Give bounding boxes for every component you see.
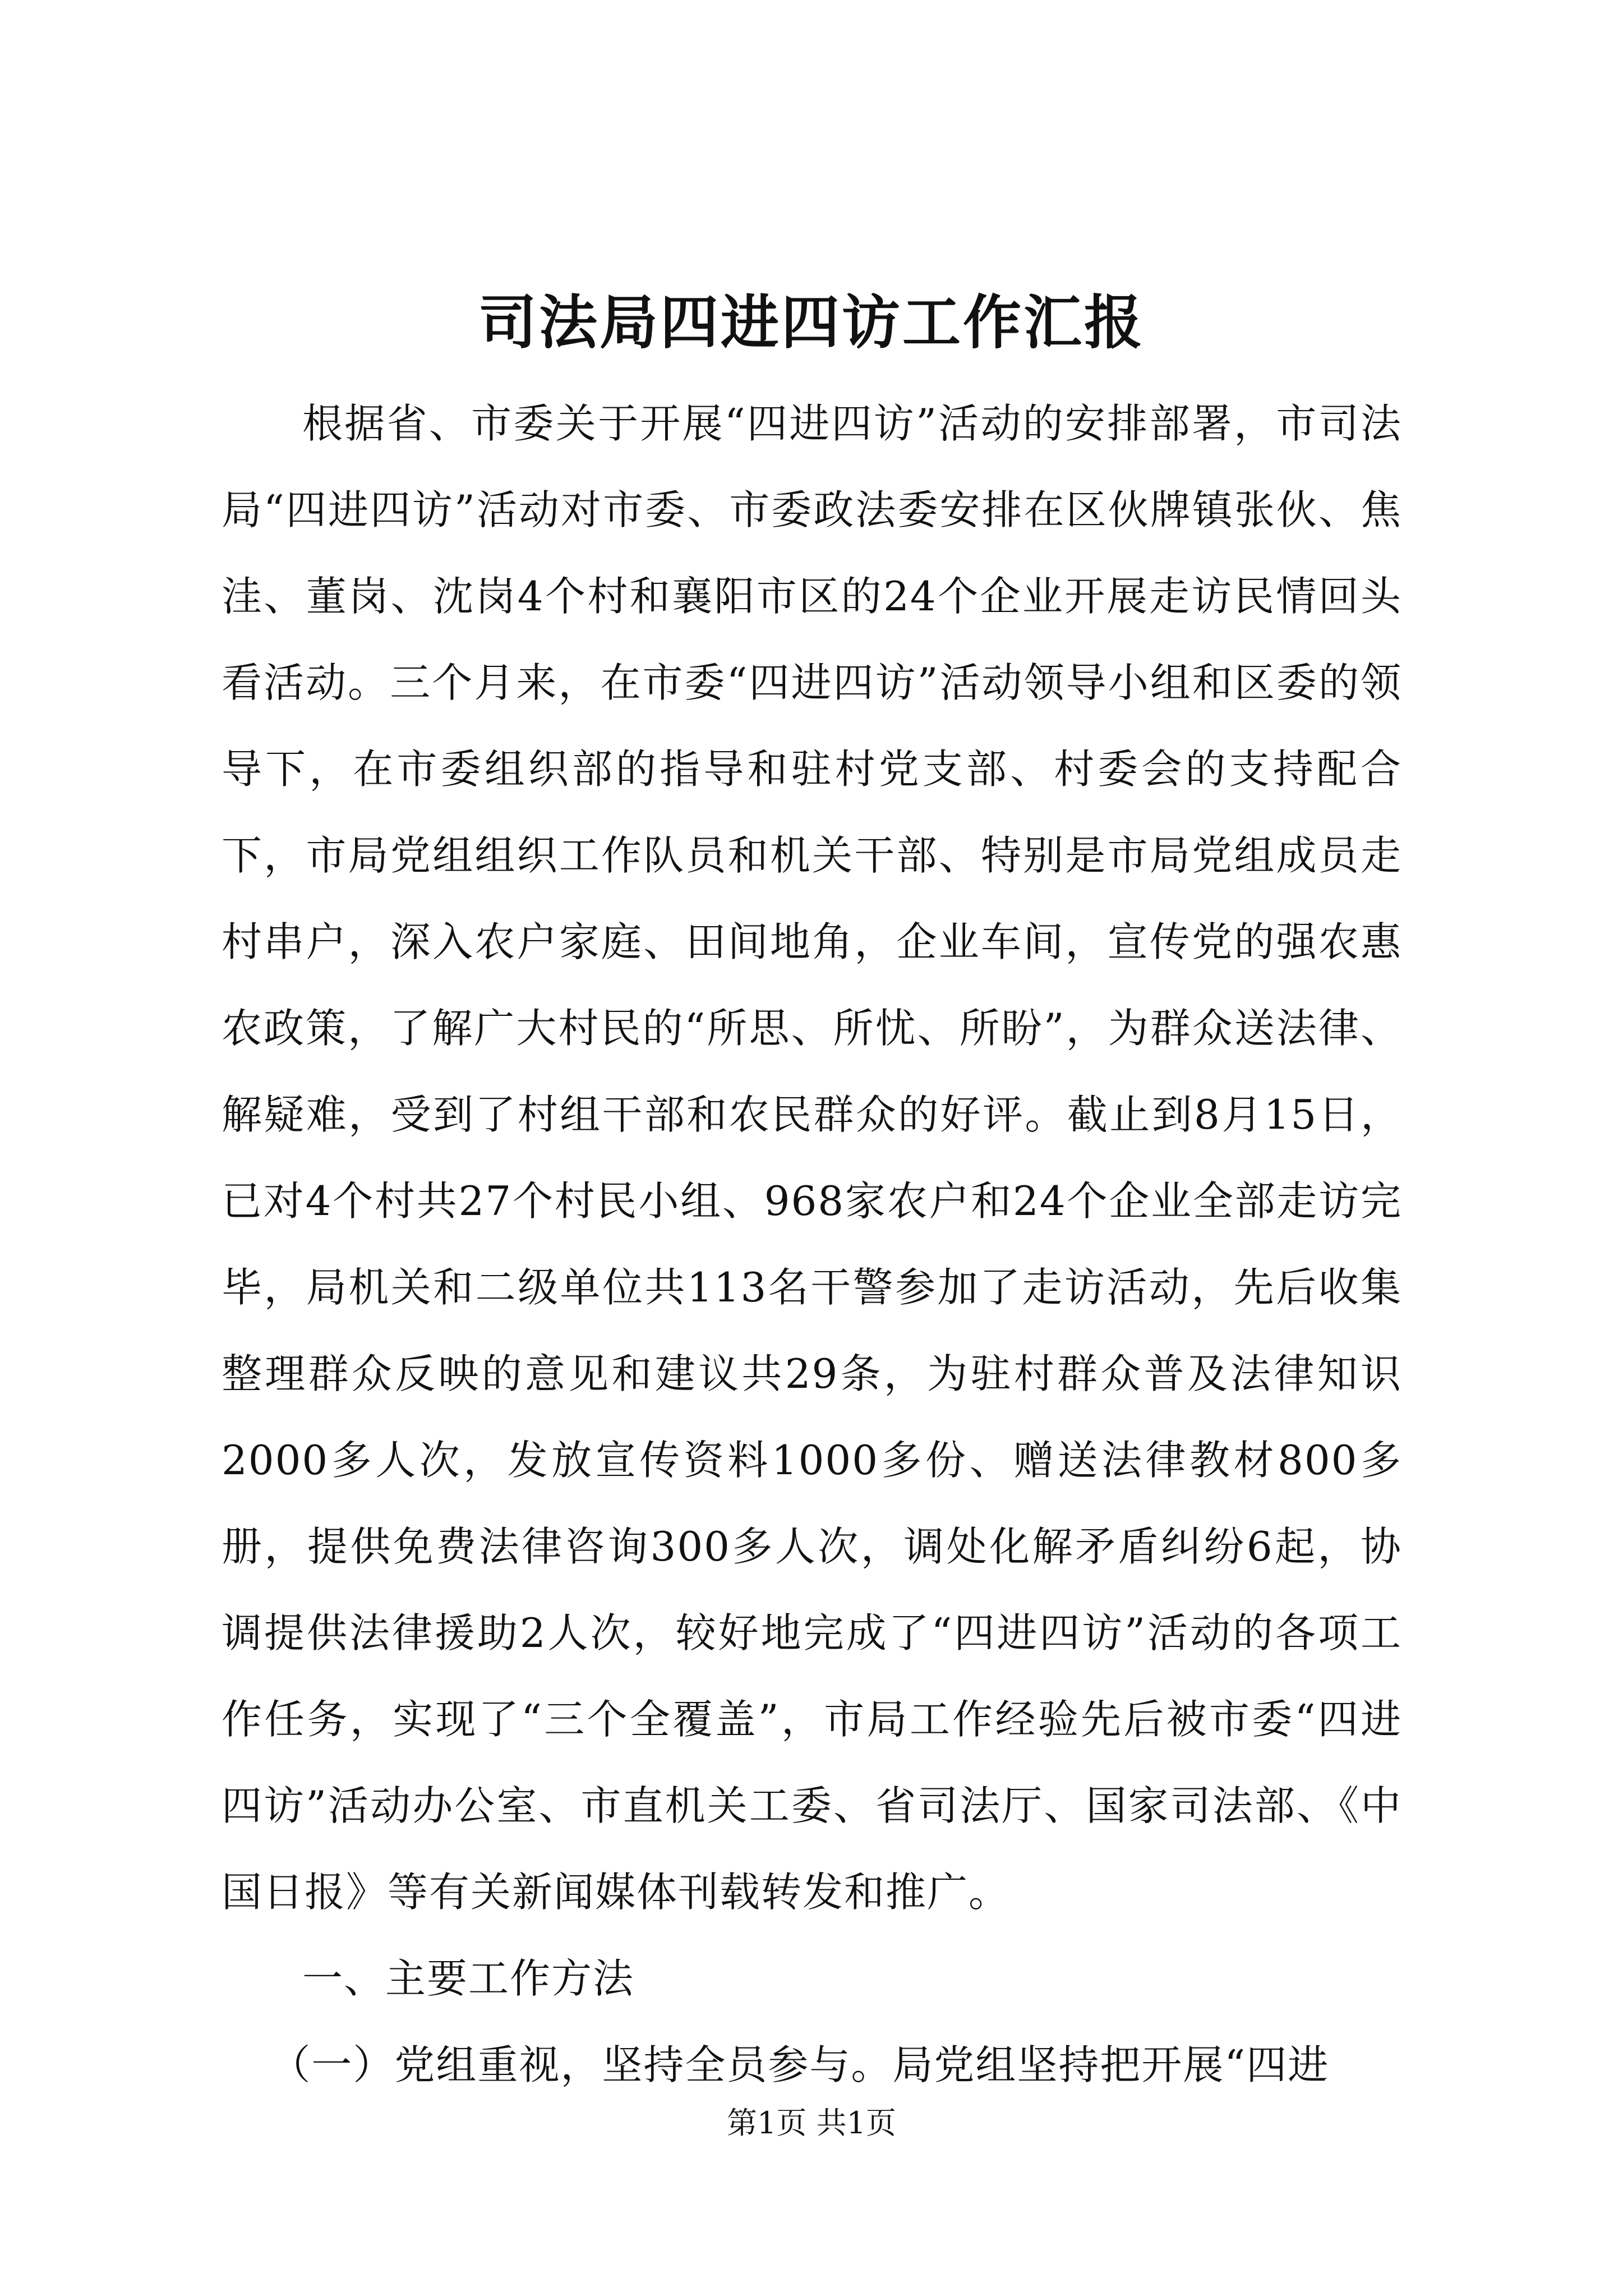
body-paragraph: 根据省、市委关于开展“四进四访”活动的安排部署，市司法局“四进四访”活动对市委、市委政法委安排在区伙牌镇张伙、焦洼、董岗、沈岗4个村和襄阳市区的24个企业开展走访民情回头看活动。三个月来，在市委“四进四访”活动领导小组和区委的领导下，在市委组织部的指导和驻村党支部、村委会的支持配合下，市局党组组织工作队员和机关干部、特别是市局党组成员走村串户，深入农户家庭、田间地角，企业车间，宣传党的强农惠农政策，了解广大村民的“所思、所忧、所盼”，为群众送法律、解疑难，受到了村组干部和农民群众的好评。截止到8月15日，已对4个村共27个村民小组、968家农户和24个企业全部走访完毕，局机关和二级单位共113名干警参加了走访活动，先后收集整理群众反映的意见和建议共29条，为驻村群众普及法律知识2000多人次，发放宣传资料1000多份、赠送法律教材800多册，提供免费法律咨询300多人次，调处化解矛盾纠纷6起，协调提供法律援助2人次，较好地完成了“四进四访”活动的各项工作任务，实现了“三个全覆盖”，市局工作经验先后被市委“四进四访”活动办公室、市直机关工委、省司法厅、国家司法部、《中国日报》等有关新闻媒体刊载转发和推广。 bbox=[222, 400, 1402, 1916]
document-title: 司法局四进四访工作汇报 bbox=[478, 288, 1145, 357]
page-number-footer: 第1页 共1页 bbox=[727, 2105, 896, 2141]
subsection-paragraph: （一）党组重视，坚持全员参与。局党组坚持把开展“四进 bbox=[270, 2041, 1330, 2088]
section-heading: 一、主要工作方法 bbox=[302, 1955, 635, 2002]
document-body bbox=[222, 380, 1402, 2108]
